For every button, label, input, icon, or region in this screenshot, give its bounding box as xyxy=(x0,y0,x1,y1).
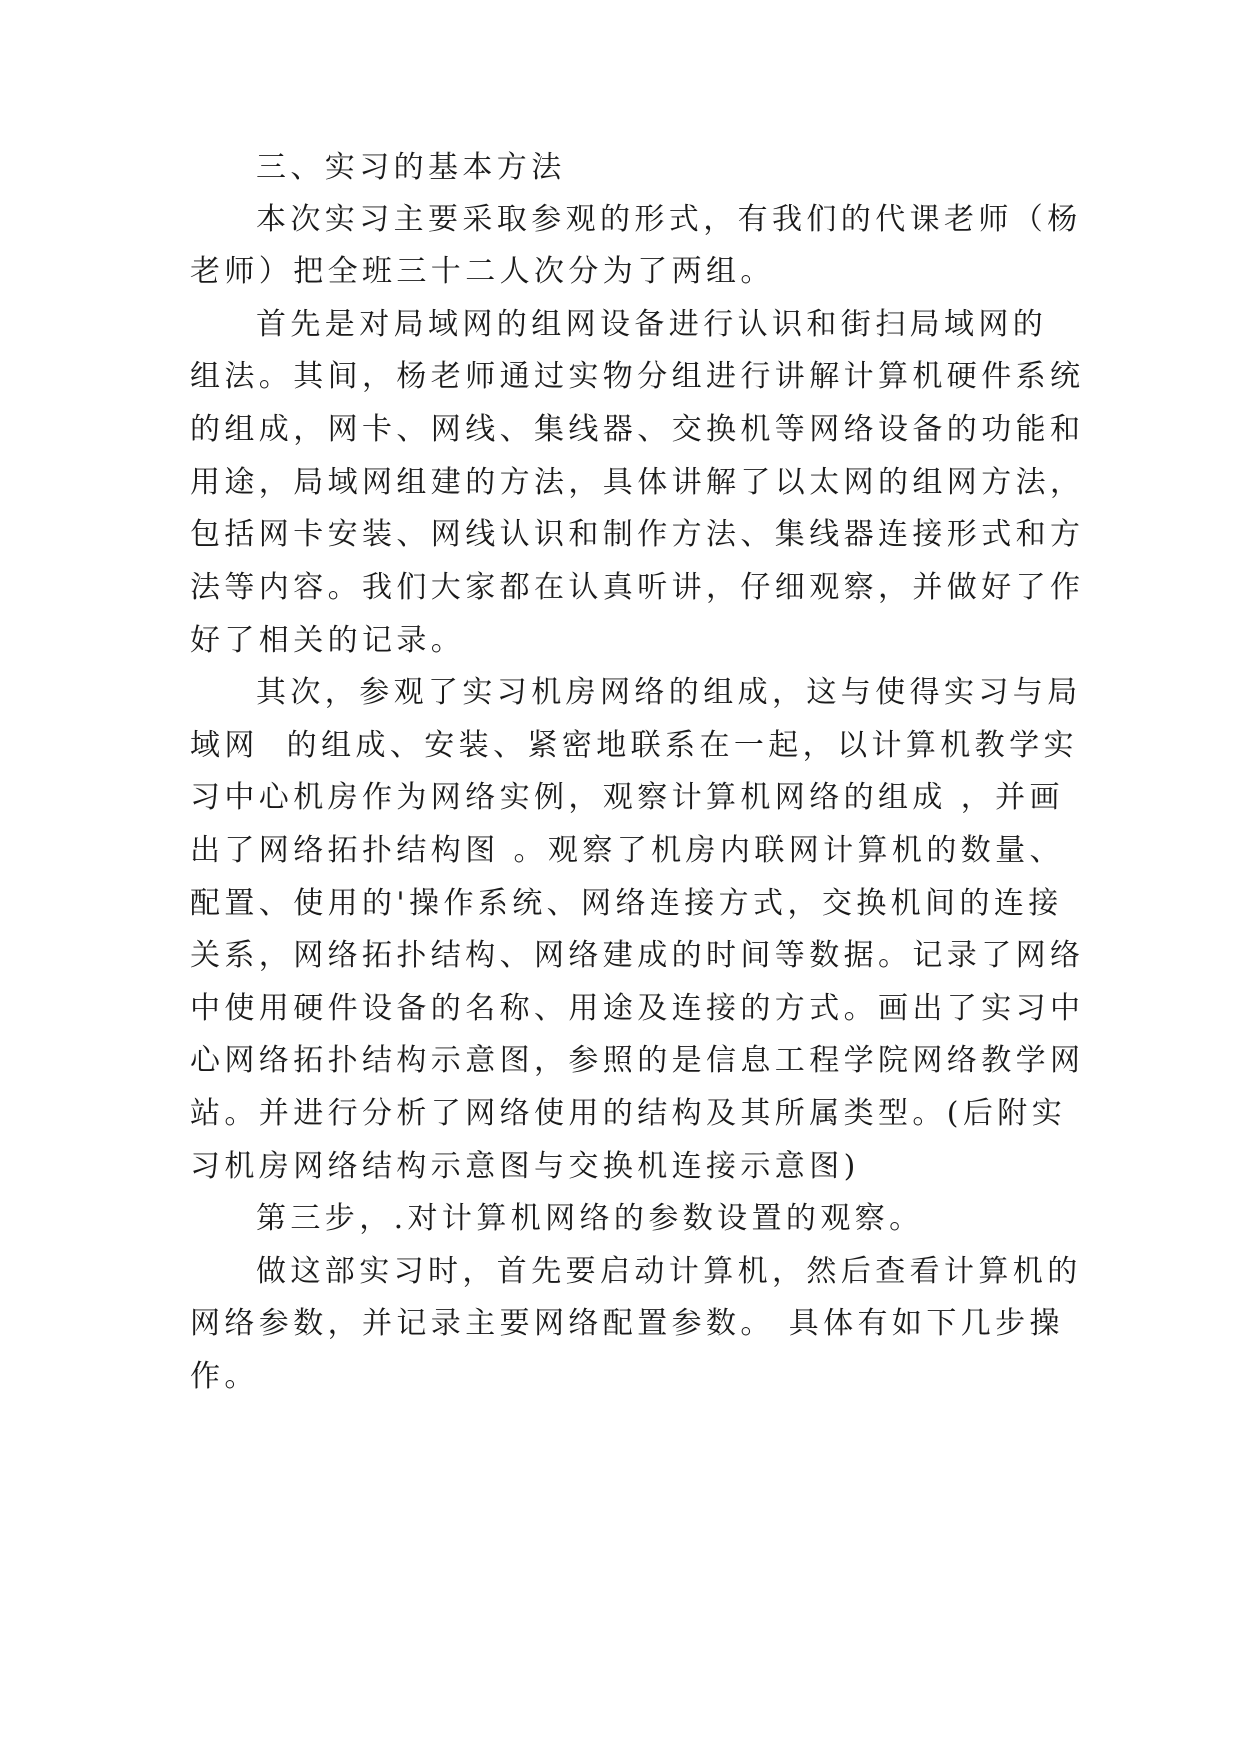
paragraph-line: 做这部实习时，首先要启动计算机，然后查看计算机的 xyxy=(256,1254,1082,1289)
paragraph-line: 其次，参观了实习机房网络的组成，这与使得实习与局 xyxy=(256,675,1082,710)
paragraph-line: 用途，局域网组建的方法，具体讲解了以太网的组网方法， xyxy=(190,465,1085,500)
paragraph-line: 关系，网络拓扑结构、网络建成的时间等数据。记录了网络 xyxy=(190,938,1085,973)
paragraph-line: 习机房网络结构示意图与交换机连接示意图) xyxy=(190,1149,860,1184)
paragraph-line: 配置、使用的'操作系统、网络连接方式，交换机间的连接 xyxy=(190,886,1063,921)
paragraph-line: 包括网卡安装、网线认识和制作方法、集线器连接形式和方 xyxy=(190,517,1085,552)
paragraph-line: 习中心机房作为网络实例，观察计算机网络的组成 ，并画 xyxy=(190,780,1064,815)
paragraph-line: 的组成，网卡、网线、集线器、交换机等网络设备的功能和 xyxy=(190,412,1085,447)
paragraph-line: 首先是对局域网的组网设备进行认识和街扫局域网的 xyxy=(256,307,1048,342)
paragraph-line: 出了网络拓扑结构图 。观察了机房内联网计算机的数量、 xyxy=(190,833,1064,868)
paragraph-line: 第三步，.对计算机网络的参数设置的观察。 xyxy=(256,1201,924,1236)
paragraph-line: 站。并进行分析了网络使用的结构及其所属类型。(后附实 xyxy=(190,1096,1067,1131)
paragraph-line: 组法。其间，杨老师通过实物分组进行讲解计算机硬件系统 xyxy=(190,359,1085,394)
paragraph-line: 心网络拓扑结构示意图，参照的是信息工程学院网络教学网 xyxy=(190,1043,1085,1078)
paragraph-line: 域网 的组成、安装、紧密地联系在一起，以计算机教学实 xyxy=(190,728,1078,763)
paragraph-line: 好了相关的记录。 xyxy=(190,623,466,658)
paragraph-line: 网络参数，并记录主要网络配置参数。 具体有如下几步操 xyxy=(190,1306,1064,1341)
paragraph-line: 老师）把全班三十二人次分为了两组。 xyxy=(190,254,775,289)
section-heading: 三、实习的基本方法 xyxy=(256,150,566,185)
paragraph-line: 法等内容。我们大家都在认真听讲，仔细观察，并做好了作 xyxy=(190,570,1085,605)
paragraph-line: 作。 xyxy=(190,1359,259,1394)
paragraph-line: 中使用硬件设备的名称、用途及连接的方式。画出了实习中 xyxy=(190,991,1085,1026)
paragraph-line: 本次实习主要采取参观的形式，有我们的代课老师（杨 xyxy=(256,202,1082,237)
